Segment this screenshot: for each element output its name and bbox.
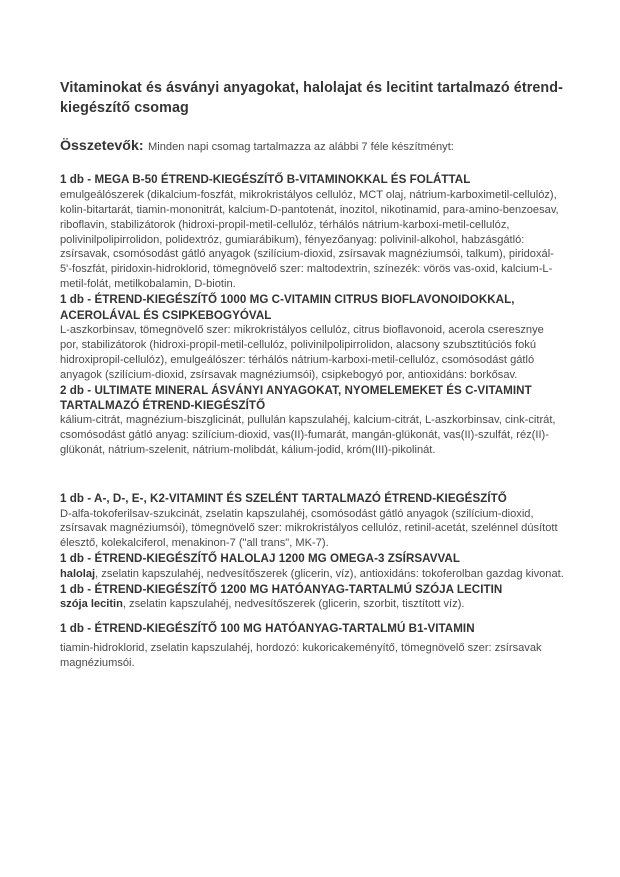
product-heading: 1 db - ÉTREND-KIEGÉSZÍTŐ 100 MG HATÓANYAG-TARTALMÚ B1-VITAMIN xyxy=(60,621,475,635)
product-item xyxy=(60,383,565,459)
product-heading: 1 db - MEGA B-50 ÉTREND-KIEGÉSZÍTŐ B-VITAMINOKKAL ÉS FOLÁTTAL xyxy=(60,173,471,187)
product-item xyxy=(60,292,565,382)
product-item xyxy=(60,491,565,551)
product-ingredient-text: emulgeálószerek (dikalcium-foszfát, mikrokristályos cellulóz, MCT olaj, nátrium-karboximetil-cellulóz), kolin-bitartarát, tiamin-mononitrát, kalcium-D-pantotenát, inozitol, nikotinamid, para-amino-benzoesav, riboflavin, stabilizátorok (hidroxi-propil-metil-cellulóz, térhálós nátrium-karboxi-metil-cellulóz, polivinilpolipirrolidon, polidextróz, gumiarábikum), fényezőanyag: polivinil-alkohol, habzásgátló: zsírsavak, csomósodást gátló anyagok (szilícium-dioxid, zsírsavak magnéziumsói, talkum), piridoxál-5'-foszfát, piridoxin-hidroklorid, tömegnövelő szer: maltodextrin, színezék: vörös vas-oxid, kalcium-L-metil-folát, metilkobalamin, D-biotin. xyxy=(60,188,559,291)
product-ingredients xyxy=(60,567,565,582)
section-spacer xyxy=(60,612,565,621)
product-ingredient-text: , zselatin kapszulahéj, nedvesítőszerek (glicerin, víz), antioxidáns: tokoferolban gazdag kivonat. xyxy=(95,567,564,580)
product-ingredient-text: kálium-citrát, magnézium-biszglicinát, pullulán kapszulahéj, kalcium-citrát, L-aszkorbinsav, cink-citrát, csomósodást gátló anyag: szilícium-dioxid, vas(II)-fumarát, mangán-glükonát, vas(II)-szulfát, réz(II)-glükonát, nátrium-szelenit, nátrium-molibdát, kálium-jodid, króm(III)-pikolinát. xyxy=(60,414,556,457)
product-ingredients xyxy=(60,323,565,383)
product-ingredients xyxy=(60,641,565,671)
product-heading: 1 db - A-, D-, E-, K2-VITAMINT ÉS SZELÉNT TARTALMAZÓ ÉTREND-KIEGÉSZÍTŐ xyxy=(60,492,507,506)
product-lead-ingredient: szója lecitin xyxy=(60,597,123,610)
product-ingredients xyxy=(60,507,565,552)
product-heading: 2 db - ULTIMATE MINERAL ÁSVÁNYI ANYAGOKAT, NYOMELEMEKET ÉS C-VITAMINT TARTALMAZÓ ÉTREND-KIEGÉSZÍTŐ xyxy=(60,383,532,412)
product-item xyxy=(60,172,565,292)
product-ingredient-text: , zselatin kapszulahéj, nedvesítőszerek (glicerin, szorbit, tisztított víz). xyxy=(122,597,465,610)
product-ingredient-text: D-alfa-tokoferilsav-szukcinát, zselatin kapszulahéj, csomósodást gátló anyagok (szilícium-dioxid, zsírsavak magnéziumsói), tömegnövelő szer: mikrokristályos cellulóz, retinil-acetát, szelénnel dúsított élesztő, kolekalciferol, menakinon-7 ("all trans", MK-7). xyxy=(60,507,558,550)
product-lead-ingredient: halolaj xyxy=(60,567,96,580)
product-item xyxy=(60,621,565,671)
product-ingredient-text: tiamin-hidroklorid, zselatin kapszulahéj, hordozó: kukoricakeményítő, tömegnövelő szer: zsírsavak magnéziumsói. xyxy=(60,642,542,670)
product-item xyxy=(60,551,565,581)
product-ingredient-text: L-aszkorbinsav, tömegnövelő szer: mikrokristályos cellulóz, citrus bioflavonoid, acerola cseresznye por, stabilizátorok (hidroxi-propil-metil-cellulóz, polivinilpolipirrolidon, alacsony szubsztitúciós fokú hidroxipropil-cellulóz), emulgeálószer: térhálós nátrium-karboxi-metil-cellulóz, csomósodást gátló anyagok (szilícium-dioxid, zsírsavak magnéziumsói), csipkebogyó por, antioxidáns: borkősav. xyxy=(60,323,544,381)
section-spacer xyxy=(60,458,565,491)
ingredients-intro-text: Minden napi csomag tartalmazza az alábbi 7 féle készítményt: xyxy=(148,140,454,153)
product-heading: 1 db - ÉTREND-KIEGÉSZÍTŐ 1000 MG C-VITAMIN CITRUS BIOFLAVONOIDOKKAL, ACEROLÁVAL ÉS CSIPKEBOGYÓVAL xyxy=(60,293,515,322)
ingredients-label: Összetevők: xyxy=(60,137,144,154)
product-item xyxy=(60,582,565,612)
product-heading: 1 db - ÉTREND-KIEGÉSZÍTŐ HALOLAJ 1200 MG OMEGA-3 ZSÍRSAVVAL xyxy=(60,552,460,566)
product-ingredients xyxy=(60,597,565,612)
product-ingredients xyxy=(60,413,565,458)
page-title: Vitaminokat és ásványi anyagokat, halolajat és lecitint tartalmazó étrend-kiegészítő csomag xyxy=(60,80,563,117)
ingredients-intro xyxy=(60,136,565,157)
product-ingredients xyxy=(60,188,565,292)
product-heading: 1 db - ÉTREND-KIEGÉSZÍTŐ 1200 MG HATÓANYAG-TARTALMÚ SZÓJA LECITIN xyxy=(60,582,503,596)
